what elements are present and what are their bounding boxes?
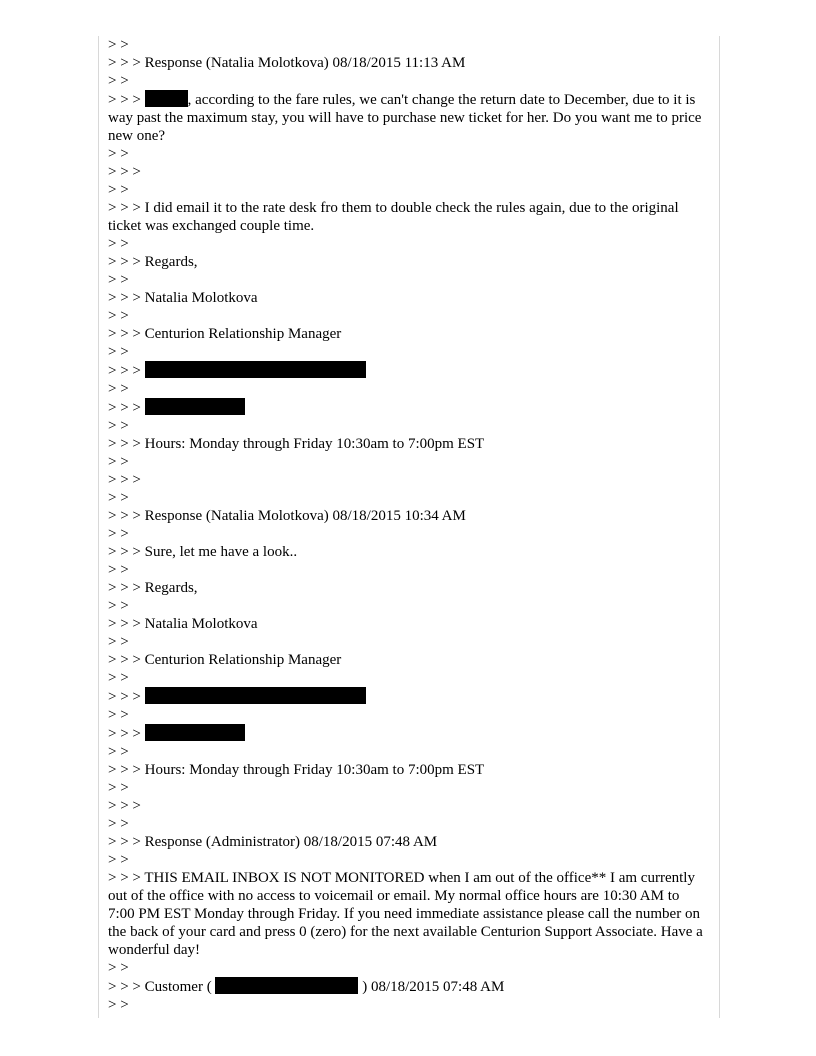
- signature-hours: > > > Hours: Monday through Friday 10:30am to 7:00pm EST: [108, 436, 485, 452]
- quote-prefix: > > >: [108, 726, 145, 742]
- redacted-customer-name: [215, 977, 358, 994]
- quote-line: > >: [108, 816, 129, 832]
- quote-line: > >: [108, 526, 129, 542]
- signature-title: > > > Centurion Relationship Manager: [108, 652, 342, 668]
- customer-label: > > > Customer (: [108, 979, 212, 995]
- signature-name: > > > Natalia Molotkova: [108, 290, 258, 306]
- quote-line: > >: [108, 182, 129, 198]
- signature-redacted-line: [108, 361, 708, 380]
- customer-header: [108, 977, 708, 996]
- signature-regards: > > > Regards,: [108, 254, 198, 270]
- quote-line: > >: [108, 418, 129, 434]
- signature-title: > > > Centurion Relationship Manager: [108, 326, 342, 342]
- quote-prefix: > > >: [108, 400, 145, 416]
- quote-line: > >: [108, 236, 129, 252]
- quote-prefix: > > >: [108, 363, 145, 379]
- quote-line: > >: [108, 960, 129, 976]
- quote-line: > >: [108, 852, 129, 868]
- signature-redacted-line: [108, 724, 708, 743]
- signature-redacted-line: [108, 687, 708, 706]
- quote-line: > >: [108, 344, 129, 360]
- quote-line: > >: [108, 780, 129, 796]
- quote-line: > > >: [108, 472, 141, 488]
- quote-line: > >: [108, 598, 129, 614]
- quote-line: > >: [108, 490, 129, 506]
- redacted-phone: [145, 398, 245, 415]
- redacted-contact: [145, 687, 366, 704]
- quote-line: > > >: [108, 164, 141, 180]
- message-paragraph: > > > THIS EMAIL INBOX IS NOT MONITORED when I am out of the office** I am currently out of the office with no access to voicemail or email. My normal office hours are 10:30 AM to 7:00 PM EST Monday through Friday. If you need immediate assistance please call the number on the back of your card and press 0 (zero) for the next available Centurion Support Associate. Have a wonderful day!: [108, 870, 707, 958]
- quote-line: > >: [108, 73, 129, 89]
- response-header: > > > Response (Administrator) 08/18/2015 07:48 AM: [108, 834, 438, 850]
- message-paragraph: > > > I did email it to the rate desk fro them to double check the rules again, due to the original ticket was exchanged couple time.: [108, 200, 683, 234]
- quote-line: > >: [108, 670, 129, 686]
- quote-prefix: > > >: [108, 92, 145, 108]
- quote-line: > >: [108, 37, 129, 53]
- quote-line: > >: [108, 146, 129, 162]
- customer-timestamp: ) 08/18/2015 07:48 AM: [358, 979, 505, 995]
- quote-line: > >: [108, 381, 129, 397]
- redacted-contact: [145, 361, 366, 378]
- quote-line: > > >: [108, 798, 141, 814]
- quote-line: > >: [108, 308, 129, 324]
- email-thread: [108, 36, 708, 1014]
- quote-line: > >: [108, 454, 129, 470]
- quote-line: > >: [108, 997, 129, 1013]
- quote-line: > >: [108, 272, 129, 288]
- signature-redacted-line: [108, 398, 708, 417]
- message-paragraph: [108, 90, 708, 145]
- signature-name: > > > Natalia Molotkova: [108, 616, 258, 632]
- quote-line: > >: [108, 744, 129, 760]
- quote-prefix: > > >: [108, 689, 145, 705]
- quote-line: > >: [108, 562, 129, 578]
- redacted-name: [145, 90, 188, 107]
- signature-hours: > > > Hours: Monday through Friday 10:30am to 7:00pm EST: [108, 762, 485, 778]
- redacted-phone: [145, 724, 245, 741]
- response-header: > > > Response (Natalia Molotkova) 08/18/2015 10:34 AM: [108, 508, 466, 524]
- signature-regards: > > > Regards,: [108, 580, 198, 596]
- message-paragraph: > > > Sure, let me have a look..: [108, 544, 298, 560]
- quote-line: > >: [108, 634, 129, 650]
- response-header: > > > Response (Natalia Molotkova) 08/18/2015 11:13 AM: [108, 55, 466, 71]
- message-text: , according to the fare rules, we can't change the return date to December, due to it is way past the maximum stay, you will have to purchase new ticket for her. Do you want me to price new one?: [108, 92, 706, 144]
- quote-line: > >: [108, 707, 129, 723]
